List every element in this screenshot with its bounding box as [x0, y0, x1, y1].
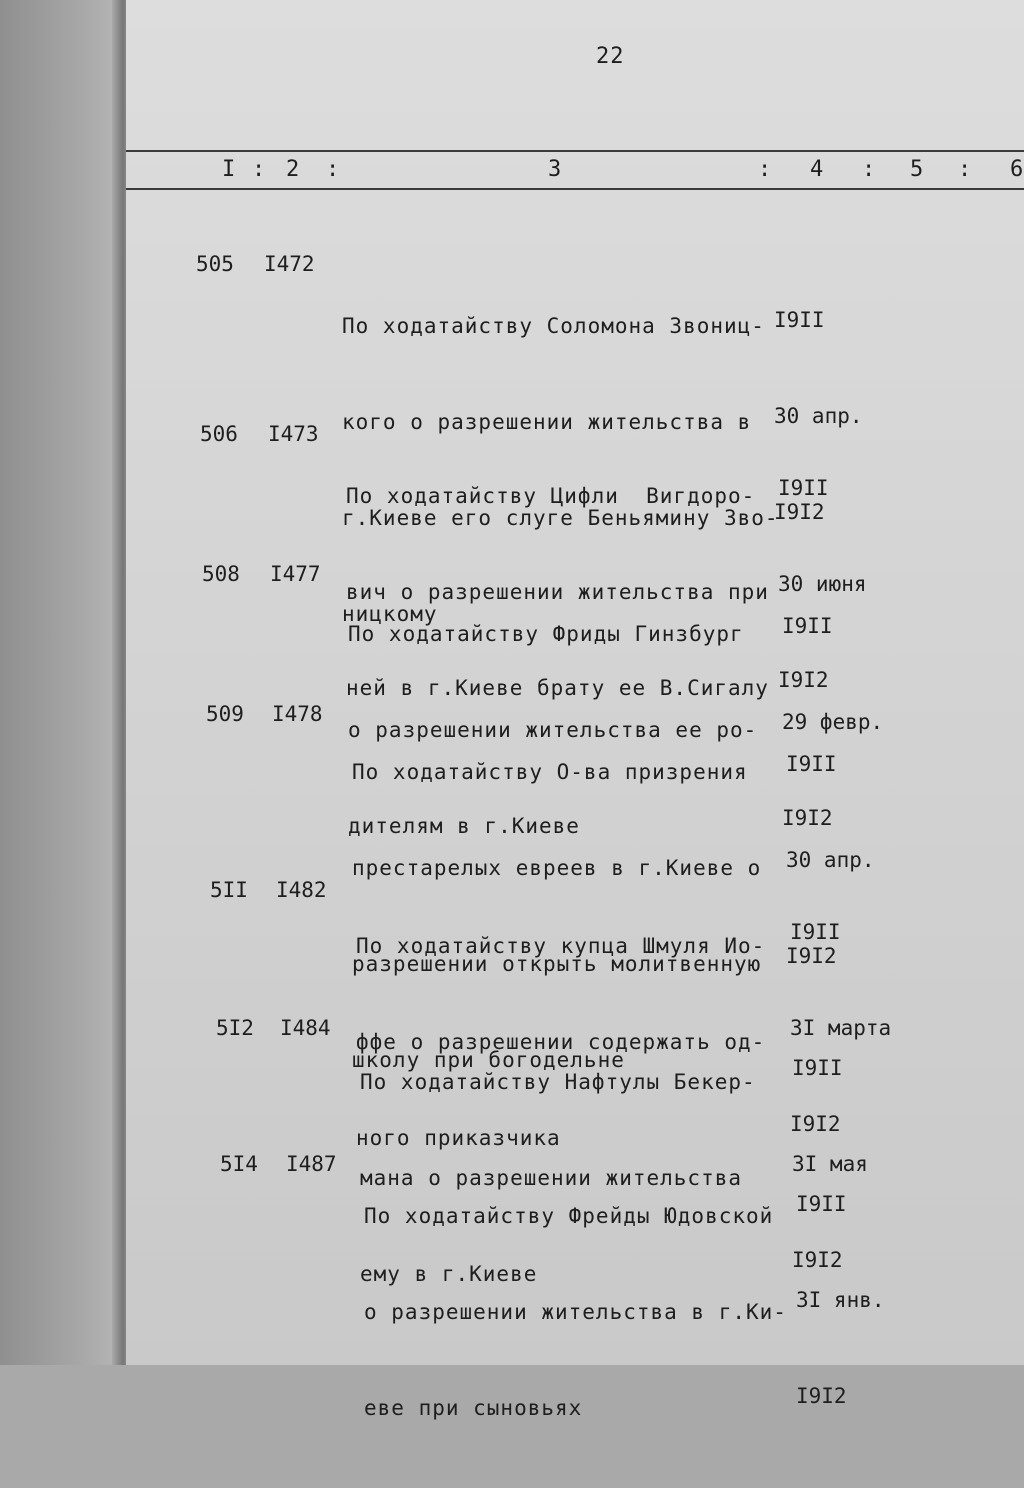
document-page [126, 0, 1024, 1420]
date-line: 3I марта [790, 1016, 892, 1040]
date-line: I9I2 [774, 500, 825, 524]
date-line: 29 февр. [782, 710, 884, 734]
description-line: ного приказчика [356, 1126, 561, 1150]
description-line: По ходатайству Нафтулы Бекер- [360, 1070, 756, 1094]
column-header-2: 2 [286, 157, 300, 182]
description-line: дителям в г.Киеве [348, 814, 580, 838]
column-header-3: 3 [548, 157, 562, 182]
description-line: вич о разрешении жительства при [346, 580, 769, 604]
column-header-sep: : [252, 157, 266, 182]
description-line: о разрешении жительства в г.Ки- [364, 1300, 787, 1324]
description-line: разрешении открыть молитвенную [352, 952, 762, 976]
date-line: I9II [778, 476, 829, 500]
entry-doc-number: I487 [286, 1152, 337, 1176]
page-number: 22 [596, 44, 625, 69]
date-line: I9I2 [786, 944, 837, 968]
description-line: По ходатайству купца Шмуля Ио- [356, 934, 766, 958]
column-header-sep: : [958, 157, 972, 182]
column-header-1: I [222, 157, 236, 182]
date-line: I9I2 [792, 1248, 843, 1272]
description-line: еве при сыновьях [364, 1396, 583, 1420]
entry-number: 509 [206, 702, 244, 726]
entry-doc-number: I484 [280, 1016, 331, 1040]
column-header-4: 4 [810, 157, 824, 182]
entry-doc-number: I477 [270, 562, 321, 586]
entry-number: 508 [202, 562, 240, 586]
entry-number: 506 [200, 422, 238, 446]
description-line: о разрешении жительства ее ро- [348, 718, 758, 742]
date-line: I9I2 [790, 1112, 841, 1136]
description-line: По ходатайству Фриды Гинзбург [348, 622, 744, 646]
adjacent-page [0, 0, 128, 1365]
date-line: I9I2 [796, 1384, 847, 1408]
entry-doc-number: I482 [276, 878, 327, 902]
description-line: г.Киеве его слуге Беньямину Зво- [342, 506, 779, 530]
date-line: 30 апр. [774, 404, 863, 428]
description-line: ему в г.Киеве [360, 1262, 538, 1286]
entry-number: 5II [210, 878, 248, 902]
column-header-sep: : [326, 157, 340, 182]
description-line: школу при богодельне [352, 1048, 625, 1072]
date-line: I9I2 [778, 668, 829, 692]
column-header-sep: : [758, 157, 772, 182]
description-line: ней в г.Киеве брату ее В.Сигалу [346, 676, 769, 700]
description-line: мана о разрешении жительства [360, 1166, 743, 1190]
entry-description [364, 1136, 794, 1488]
entry-doc-number: I473 [268, 422, 319, 446]
column-header-sep: : [862, 157, 876, 182]
description-line: По ходатайству Цифли Вигдоро- [346, 484, 756, 508]
date-line: I9II [792, 1056, 843, 1080]
description-line: престарелых евреев в г.Киеве о [352, 856, 762, 880]
entry-number: 5I4 [220, 1152, 258, 1176]
description-line: По ходатайству Фрейды Юдовской [364, 1204, 774, 1228]
date-line: I9I2 [782, 806, 833, 830]
description-line: По ходатайству О-ва призрения [352, 760, 748, 784]
column-header-6: 6 [1010, 157, 1024, 182]
description-line: ффе о разрешении содержать од- [356, 1030, 766, 1054]
entry-doc-number: I472 [264, 252, 315, 276]
date-line: I9II [796, 1192, 847, 1216]
header-rule-top [126, 150, 1024, 152]
date-line: I9II [790, 920, 841, 944]
date-line: I9II [782, 614, 833, 638]
entry-number: 505 [196, 252, 234, 276]
date-line: 30 июня [778, 572, 867, 596]
date-line: 3I янв. [796, 1288, 885, 1312]
entry-dates [796, 1124, 885, 1476]
date-line: 3I мая [792, 1152, 868, 1176]
date-line: I9II [774, 308, 825, 332]
column-header-5: 5 [910, 157, 924, 182]
entry-doc-number: I478 [272, 702, 323, 726]
entry-number: 5I2 [216, 1016, 254, 1040]
description-line: По ходатайству Соломона Звониц- [342, 314, 765, 338]
description-line: ницкому [342, 602, 438, 626]
date-line: 30 апр. [786, 848, 875, 872]
date-line: I9II [786, 752, 837, 776]
header-rule-bottom [126, 188, 1024, 190]
description-line: кого о разрешении жительства в [342, 410, 752, 434]
